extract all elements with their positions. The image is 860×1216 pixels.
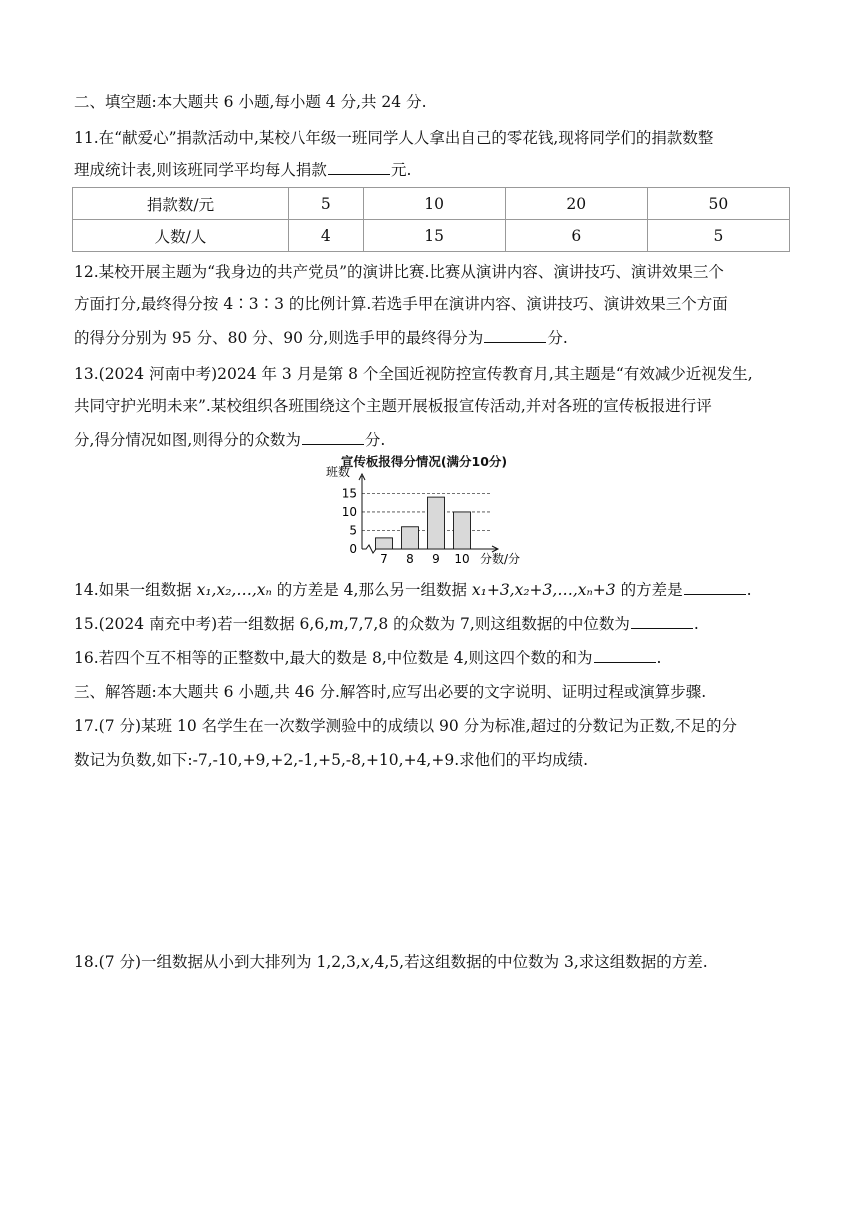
question-12-line-1: 12.某校开展主题为“我身边的共产党员”的演讲比赛.比赛从演讲内容、演讲技巧、演讲效果三个 xyxy=(74,263,724,281)
question-14-text: 的方差是 4,那么另一组数据 xyxy=(271,581,472,599)
table-cell: 6 xyxy=(505,220,647,252)
y-tick-label: 0 xyxy=(349,542,357,556)
bar xyxy=(376,538,393,549)
question-15 xyxy=(74,614,699,634)
question-18 xyxy=(74,952,708,972)
question-14-end: . xyxy=(746,581,752,599)
answer-blank-14[interactable] xyxy=(684,580,746,595)
question-16-text: 16.若四个互不相等的正整数中,最大的数是 8,中位数是 4,则这四个数的和为 xyxy=(74,649,593,667)
x-tick-label: 10 xyxy=(454,552,470,566)
bar xyxy=(454,512,471,549)
question-13-unit: 分. xyxy=(364,431,386,449)
question-11-line-1: 11.在“献爱心”捐款活动中,某校八年级一班同学人人拿出自己的零花钱,现将同学们的捐款数整 xyxy=(74,129,714,147)
table-row-header: 人数/人 xyxy=(73,220,289,252)
donation-table xyxy=(72,187,790,252)
x-axis-label: 分数/分 xyxy=(480,552,521,566)
question-12-line-3 xyxy=(74,328,568,348)
question-14 xyxy=(74,580,752,600)
question-17-line-1: 17.(7 分)某班 10 名学生在一次数学测验中的成绩以 90 分为标准,超过的分数记为正数,不足的分 xyxy=(74,717,738,735)
bar xyxy=(402,527,419,549)
x-tick-label: 8 xyxy=(406,552,414,566)
question-14-text: 的方差是 xyxy=(615,581,683,599)
question-13-text: 分,得分情况如图,则得分的众数为 xyxy=(74,431,301,449)
section-2-heading: 二、填空题:本大题共 6 小题,每小题 4 分,共 24 分. xyxy=(74,93,427,111)
question-16-end: . xyxy=(656,649,662,667)
question-13-line-3 xyxy=(74,430,385,450)
answer-blank-13[interactable] xyxy=(302,430,364,445)
question-11-line-2 xyxy=(74,160,411,180)
question-14-text: 14.如果一组数据 xyxy=(74,581,197,599)
question-17-line-2: 数记为负数,如下:-7,-10,+9,+2,-1,+5,-8,+10,+4,+9.求他们的平均成绩. xyxy=(74,751,589,769)
question-15-end: . xyxy=(693,615,699,633)
math-expression: x₁+3,x₂+3,…,xₙ+3 xyxy=(471,581,616,599)
question-11-text: 理成统计表,则该班同学平均每人捐款 xyxy=(74,161,327,179)
answer-blank-11[interactable] xyxy=(328,160,390,175)
question-11-unit: 元. xyxy=(390,161,412,179)
table-cell: 4 xyxy=(289,220,364,252)
y-axis-label: 班数 xyxy=(326,465,351,479)
x-tick-label: 9 xyxy=(432,552,440,566)
question-13-line-1: 13.(2024 河南中考)2024 年 3 月是第 8 个全国近视防控宣传教育月,其主题是“有效减少近视发生, xyxy=(74,365,753,383)
question-18-text: ,4,5,若这组数据的中位数为 3,求这组数据的方差. xyxy=(369,953,708,971)
answer-blank-15[interactable] xyxy=(631,614,693,629)
question-18-text: 18.(7 分)一组数据从小到大排列为 1,2,3, xyxy=(74,953,361,971)
chart-canvas xyxy=(318,452,530,572)
x-tick-label: 7 xyxy=(380,552,388,566)
question-13-line-2: 共同守护光明未来”.某校组织各班围绕这个主题开展板报宣传活动,并对各班的宣传板报进行评 xyxy=(74,397,712,415)
question-15-text: 15.(2024 南充中考)若一组数据 6,6, xyxy=(74,615,330,633)
y-tick-label: 10 xyxy=(341,504,357,519)
question-16 xyxy=(74,648,661,668)
table-row-header: 捐款数/元 xyxy=(73,188,289,220)
chart-title: 宣传板报得分情况(满分10分) xyxy=(340,454,508,469)
question-12-unit: 分. xyxy=(547,329,568,347)
section-3-heading: 三、解答题:本大题共 6 小题,共 46 分.解答时,应写出必要的文字说明、证明过程或演算步骤. xyxy=(74,683,707,701)
question-12-text: 的得分分别为 95 分、80 分、90 分,则选手甲的最终得分为 xyxy=(74,329,484,347)
table-cell: 10 xyxy=(363,188,505,220)
question-12-line-2: 方面打分,最终得分按 4∶3∶3 的比例计算.若选手甲在演讲内容、演讲技巧、演讲效果三个方面 xyxy=(74,295,728,313)
table-cell: 5 xyxy=(647,220,789,252)
question-15-text: ,7,7,8 的众数为 7,则这组数据的中位数为 xyxy=(343,615,630,633)
answer-blank-16[interactable] xyxy=(594,648,656,663)
table-cell: 15 xyxy=(363,220,505,252)
bar xyxy=(428,497,445,549)
y-tick-label: 15 xyxy=(341,486,357,501)
math-variable: m xyxy=(329,615,344,633)
table-cell: 5 xyxy=(289,188,364,220)
math-variable: x xyxy=(360,953,370,971)
answer-blank-12[interactable] xyxy=(484,328,546,343)
table-row xyxy=(73,220,790,252)
math-expression: x₁,x₂,…,xₙ xyxy=(196,581,272,599)
score-bar-chart xyxy=(318,452,530,572)
table-cell: 20 xyxy=(505,188,647,220)
table-cell: 50 xyxy=(647,188,789,220)
y-tick-label: 5 xyxy=(349,523,357,538)
table-row xyxy=(73,188,790,220)
